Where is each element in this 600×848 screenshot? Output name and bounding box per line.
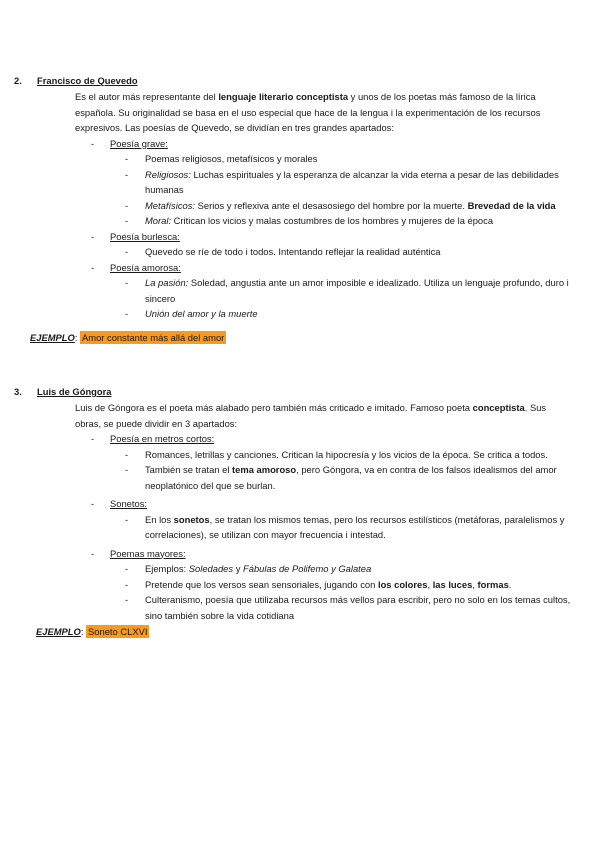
list-item-text: [145, 449, 548, 460]
list-item-text: [145, 514, 564, 541]
list-item: [125, 213, 580, 229]
list-item-text: [145, 169, 559, 196]
bullet-dash: -: [91, 261, 95, 273]
section-title: Luis de Góngora: [37, 386, 112, 397]
bullet-dash: -: [125, 277, 129, 288]
bullet-dash: -: [125, 153, 129, 164]
list-item: [125, 167, 580, 198]
list-item: [125, 306, 580, 322]
list-item-text: [145, 246, 441, 257]
italic-text: Religiosos:: [145, 168, 191, 180]
italic-text: Moral:: [145, 215, 172, 226]
list-item: [125, 577, 580, 593]
bullet-dash: -: [125, 448, 129, 460]
category-item: [91, 260, 580, 322]
category-item: [91, 496, 580, 543]
example-separator: :: [80, 626, 87, 637]
text-run: Serios y reflexiva ante el desasosiego del hombre por la muerte.: [195, 199, 468, 211]
category-points: [110, 275, 580, 322]
example-label: EJEMPLO: [36, 626, 81, 637]
list-item-text: [145, 563, 371, 574]
bullet-dash: -: [125, 464, 129, 475]
category-list: [0, 431, 600, 623]
italic-text: Metafísicos:: [145, 199, 196, 211]
category-label: Sonetos:: [110, 498, 148, 509]
category-label: Poesía amorosa:: [110, 261, 181, 273]
text-run: ,: [427, 578, 433, 590]
text-run: En los: [145, 513, 174, 525]
bullet-dash: -: [91, 433, 95, 444]
text-run: Quevedo se ríe de todo i todos. Intentando reflejar la realidad auténtica: [145, 246, 441, 257]
text-run: . Sus obras, se puede dividir en 3 apartados:: [75, 402, 547, 429]
bold-text: Brevedad de la vida: [467, 199, 556, 211]
bullet-dash: -: [125, 308, 129, 319]
text-run: Poemas religiosos, metafísicos y morales: [145, 153, 318, 164]
italic-text: La pasión:: [145, 277, 189, 288]
bold-text: las luces: [432, 578, 473, 590]
example-line: [36, 624, 600, 640]
text-run: y: [233, 563, 243, 574]
text-run: Luis de Góngora es el poeta más alabado pero también más criticado e imitado. Famoso poeta: [75, 402, 473, 413]
text-run: Es el autor más representante del: [75, 91, 219, 102]
category-points: [110, 512, 580, 543]
bold-text: los colores: [377, 578, 428, 590]
list-item-text: [145, 594, 570, 621]
text-run: , se tratan los mismos temas, pero los recursos estilísticos (metáforas, paralelismos y correlaciones), se utilizan con mayor frecuencia i intestad.: [145, 513, 565, 540]
bold-text: formas: [477, 578, 509, 590]
section-quevedo: [0, 73, 600, 346]
bullet-dash: -: [125, 578, 129, 590]
bold-text: conceptista: [472, 402, 525, 413]
category-item: [91, 546, 580, 624]
category-item: [91, 431, 580, 493]
category-list: [0, 136, 600, 322]
section-heading: [0, 73, 600, 89]
italic-text: Fábulas de Polifemo y Galatea: [243, 563, 372, 574]
list-item: [125, 462, 580, 493]
list-item-text: [145, 200, 556, 211]
category-label: Poesía burlesca:: [110, 230, 180, 242]
category-label: Poemas mayores:: [110, 547, 186, 559]
text-run: Ejemplos:: [145, 563, 189, 574]
text-run: y unos de los poetas más famoso de la lírica española. Su originalidad se basa en el uso especial que hace de la lengua i la experimentación de los recursos expresivos. Las poesías de Quevedo, se dividían en tres grandes apartados:: [75, 91, 541, 133]
section-number: 2.: [14, 75, 22, 86]
text-run: Culteranismo, poesía que utilizaba recursos más vellos para escribir, pero no solo en los temas cultos, sino también sobre la vida cotidiana: [145, 594, 571, 621]
text-run: .: [508, 578, 512, 590]
list-item: [125, 447, 580, 463]
bullet-dash: -: [91, 498, 95, 509]
list-item: [125, 512, 580, 543]
section-gongora: [0, 384, 600, 640]
bold-text: lenguaje literario conceptista: [218, 91, 349, 102]
text-run: , pero Góngora, va en contra de los falsos idealismos del amor neoplatónico del que se burlan.: [145, 464, 557, 491]
list-item-text: [145, 277, 569, 304]
category-points: [110, 447, 580, 494]
list-item: [125, 244, 580, 260]
section-number: 3.: [14, 386, 22, 397]
text-run: Soledad, angustia ante un amor imposible e idealizado. Utiliza un lenguaje profundo, duro i sincero: [145, 277, 569, 304]
example-label: EJEMPLO: [30, 331, 75, 343]
bullet-dash: -: [91, 137, 95, 149]
bullet-dash: -: [91, 230, 95, 242]
bold-text: tema amoroso: [232, 464, 297, 475]
category-item: [91, 229, 580, 260]
list-item-text: [145, 215, 493, 226]
text-run: Luchas espirituales y la esperanza de alcanzar la vida eterna a pesar de las debilidades humanas: [145, 168, 559, 195]
list-item: [125, 275, 580, 306]
italic-text: Soledades: [188, 563, 234, 574]
section-intro: [75, 89, 570, 136]
category-points: [110, 561, 580, 623]
bullet-dash: -: [125, 513, 129, 525]
text-run: ,: [472, 578, 478, 590]
section-heading: [0, 384, 600, 400]
category-label: Poesía en metros cortos:: [110, 433, 215, 444]
text-run: También se tratan el: [145, 464, 233, 475]
category-label: Poesía grave:: [110, 137, 168, 149]
list-item: [125, 592, 580, 623]
bullet-dash: -: [125, 563, 129, 574]
example-line: [30, 330, 600, 346]
example-highlight: Soneto CLXVI: [88, 626, 148, 637]
list-item-text: [145, 579, 511, 590]
example-highlight: Amor constante más allá del amor: [82, 331, 225, 343]
bullet-dash: -: [91, 547, 95, 559]
bullet-dash: -: [125, 199, 129, 211]
bullet-dash: -: [125, 215, 129, 226]
bullet-dash: -: [125, 594, 129, 605]
text-run: Romances, letrillas y canciones. Critican la hipocresía y los vicios de la época. Se critica a todos.: [145, 448, 548, 460]
bullet-dash: -: [125, 246, 129, 257]
section-intro: [75, 400, 570, 431]
italic-text: Unión del amor y la muerte: [145, 308, 258, 319]
category-item: [91, 136, 580, 229]
list-item: [125, 198, 580, 214]
bold-text: sonetos: [173, 513, 210, 525]
category-points: [110, 244, 580, 260]
list-item: [125, 151, 580, 167]
section-title: Francisco de Quevedo: [37, 75, 138, 86]
example-separator: :: [74, 331, 81, 343]
list-item-text: [145, 308, 258, 319]
category-points: [110, 151, 580, 229]
text-run: Pretende que los versos sean sensoriales, jugando con: [145, 578, 378, 590]
list-item-text: [145, 464, 557, 491]
bullet-dash: -: [125, 168, 129, 180]
text-run: Critican los vicios y malas costumbres de los hombres y mujeres de la época: [171, 215, 494, 226]
list-item-text: [145, 153, 317, 164]
list-item: [125, 561, 580, 577]
